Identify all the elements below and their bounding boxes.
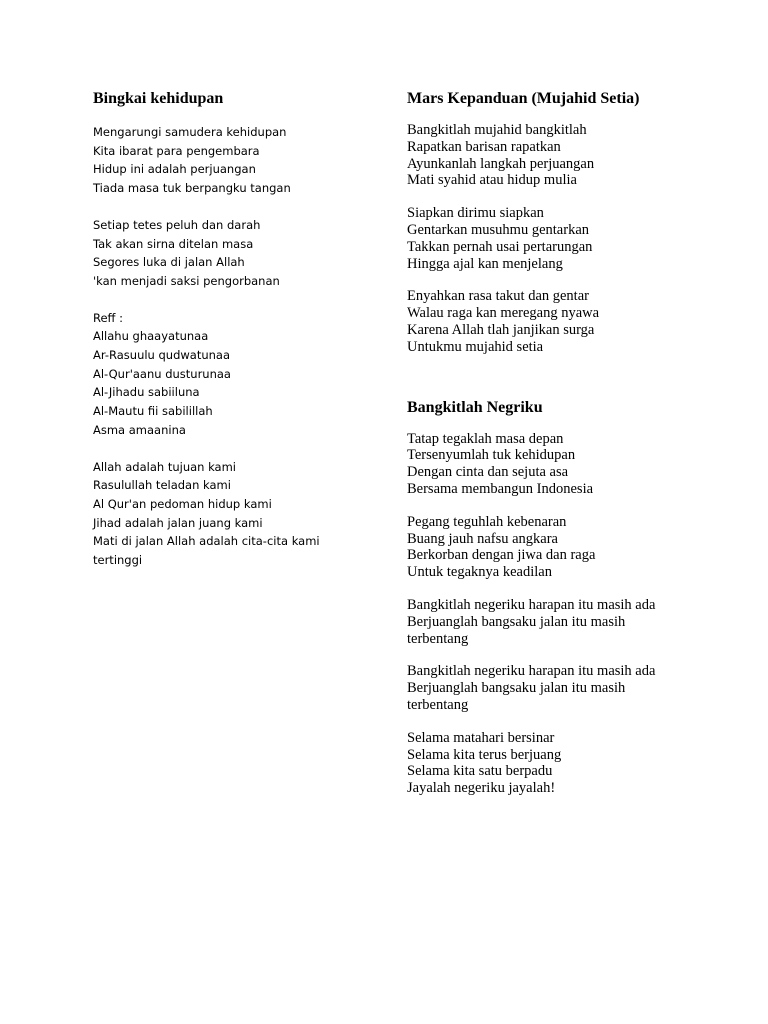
lyric-line: Bangkitlah mujahid bangkitlah <box>407 122 587 138</box>
stanza <box>93 123 383 198</box>
lyric-line: Ayunkanlah langkah perjuangan <box>407 155 595 172</box>
lyric-line: Tatap tegaklah masa depan <box>407 430 564 447</box>
song-mars-kepanduan <box>407 89 747 356</box>
lyric-line: Al-Mautu fii sabilillah <box>93 404 213 419</box>
lyric-line: Mati syahid atau hidup mulia <box>407 172 577 189</box>
lyric-line: Mati di jalan Allah adalah cita-cita kami <box>93 534 320 549</box>
reff-stanza <box>93 309 383 440</box>
lyric-line: 'kan menjadi saksi pengorbanan <box>93 273 280 288</box>
lyric-line: Asma amaanina <box>93 422 186 437</box>
stanza <box>407 205 747 272</box>
stanza <box>407 514 747 581</box>
lyric-line: Tiada masa tuk berpangku tangan <box>93 181 291 196</box>
song-title-mars: Mars Kepanduan (Mujahid Setia) <box>407 90 640 107</box>
reff-label: Reff : <box>93 310 124 325</box>
lyric-line: Tersenyumlah tuk kehidupan <box>407 447 576 464</box>
lyric-line: Pegang teguhlah kebenaran <box>407 513 567 530</box>
right-column <box>407 89 747 813</box>
stanza <box>407 730 747 797</box>
lyric-line: Al-Qur'aanu dusturunaa <box>93 366 231 381</box>
stanza <box>407 597 747 647</box>
lyric-line: Kita ibarat para pengembara <box>93 143 260 158</box>
lyric-line: Selama kita terus berjuang <box>407 746 562 763</box>
lyric-line: Setiap tetes peluh dan darah <box>93 217 261 232</box>
lyric-line: Tak akan sirna ditelan masa <box>93 236 254 251</box>
lyric-line: Al-Jihadu sabiiluna <box>93 385 200 400</box>
lyric-line: Hidup ini adalah perjuangan <box>93 162 256 177</box>
stanza <box>93 458 383 570</box>
lyric-line: Al Qur'an pedoman hidup kami <box>93 496 272 511</box>
left-column <box>93 89 383 588</box>
lyric-line: Jihad adalah jalan juang kami <box>93 515 263 530</box>
lyric-line: Enyahkan rasa takut dan gentar <box>407 288 589 305</box>
lyric-line: Bersama membangun Indonesia <box>407 480 594 497</box>
lyric-line: Rasulullah teladan kami <box>93 478 231 493</box>
lyric-line: Allahu ghaayatunaa <box>93 329 209 344</box>
lyric-line: Segores luka di jalan Allah <box>93 255 245 270</box>
lyric-line: Untukmu mujahid setia <box>407 338 544 355</box>
lyric-line: Karena Allah tlah janjikan surga <box>407 321 595 338</box>
lyric-line: Berkorban dengan jiwa dan raga <box>407 547 596 564</box>
lyric-line: Hingga ajal kan menjelang <box>407 255 563 272</box>
lyric-line: Takkan pernah usai pertarungan <box>407 238 593 255</box>
stanza <box>407 431 747 498</box>
lyric-line: Bangkitlah negeriku harapan itu masih ada <box>407 596 656 613</box>
lyric-line: Selama matahari bersinar <box>407 729 555 746</box>
song-bangkitlah-negriku <box>407 398 747 797</box>
lyric-line: Berjuanglah bangsaku jalan itu masih terbentang <box>407 613 626 647</box>
stanza <box>407 122 747 189</box>
lyric-line: Mengarungi samudera kehidupan <box>93 125 287 139</box>
lyric-line: Rapatkan barisan rapatkan <box>407 138 561 155</box>
lyric-line: Untuk tegaknya keadilan <box>407 564 552 581</box>
stanza <box>93 216 383 291</box>
lyric-line: Buang jauh nafsu angkara <box>407 530 558 547</box>
song-title-negriku: Bangkitlah Negriku <box>407 398 543 416</box>
lyric-line: Jayalah negeriku jayalah! <box>407 780 556 797</box>
lyric-line: Siapkan dirimu siapkan <box>407 205 544 222</box>
lyric-line: Dengan cinta dan sejuta asa <box>407 464 569 481</box>
lyric-line: Berjuanglah bangsaku jalan itu masih terbentang <box>407 680 626 713</box>
lyric-line: Allah adalah tujuan kami <box>93 459 237 474</box>
stanza <box>407 663 747 713</box>
lyric-line: tertinggi <box>93 553 143 568</box>
song-title-bingkai: Bingkai kehidupan <box>93 90 224 107</box>
lyric-line: Bangkitlah negeriku harapan itu masih ada <box>407 663 656 680</box>
lyric-line: Walau raga kan meregang nyawa <box>407 305 600 322</box>
lyric-line: Selama kita satu berpadu <box>407 763 553 780</box>
stanza <box>407 288 747 355</box>
lyric-line: Ar-Rasuulu qudwatunaa <box>93 348 231 363</box>
lyric-line: Gentarkan musuhmu gentarkan <box>407 221 590 238</box>
